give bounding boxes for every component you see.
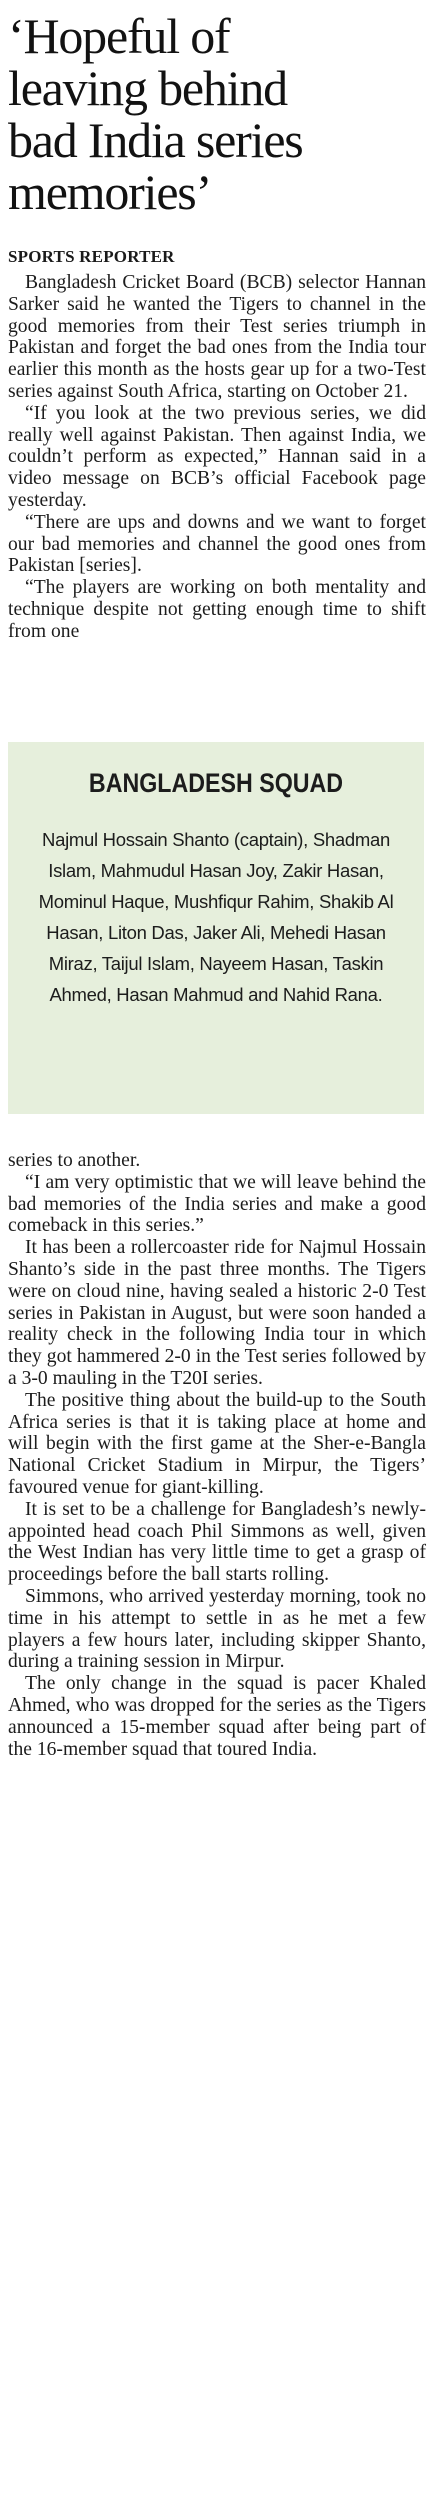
body-paragraph: Simmons, who arrived yesterday morning, took no time in his attempt to settle in as he met a few players a few hours later, including skipper Shanto, during a training session in Mirpur.: [8, 1585, 426, 1673]
body-paragraph-continuation: series to another.: [8, 1150, 141, 1171]
body-paragraph: Bangladesh Cricket Board (BCB) selector Hannan Sarker said he wanted the Tigers to channel in the good memories from their Test series triumph in Pakistan and forget the bad ones from the India tour earlier this month as the hosts gear up for a two-Test series against South Africa, starting on October 21.: [8, 272, 426, 402]
body-paragraph: “I am very optimistic that we will leave behind the bad memories of the India series and make a good comeback in this series.”: [8, 1171, 426, 1237]
body-paragraph: The only change in the squad is pacer Khaled Ahmed, who was dropped for the series as the Tigers announced a 15-member squad after being part of the 16-member squad that toured India.: [8, 1673, 426, 1760]
article-body-part1: [8, 272, 426, 643]
squad-info-box: [8, 742, 424, 1114]
body-paragraph: “If you look at the two previous series, we did really well against Pakistan. Then against India, we couldn’t perform as expected,” Hannan said in a video message on BCB’s official Facebook page yesterday.: [8, 402, 426, 511]
body-paragraph: It has been a rollercoaster ride for Najmul Hossain Shanto’s side in the past three months. The Tigers were on cloud nine, having sealed a historic 2-0 Test series in Pakistan in August, but were soon handed a reality check in the following India tour in which they got hammered 2-0 in the Test series followed by a 3-0 mauling in the T20I series.: [8, 1237, 426, 1389]
squad-members-list: Najmul Hossain Shanto (captain), Shadman Islam, Mahmudul Hasan Joy, Zakir Hasan, Mominul Haque, Mushfiqur Rahim, Shakib Al Hasan, Liton Das, Jaker Ali, Mehedi Hasan Miraz, Taijul Islam, Nayeem Hasan, Taskin Ahmed, Hasan Mahmud and Nahid Rana.: [38, 829, 394, 1005]
article-body-part2: [8, 1150, 426, 1760]
article-headline: ‘Hopeful of leaving behind bad India series memories’: [8, 8, 303, 220]
body-paragraph: The positive thing about the build-up to the South Africa series is that it is taking place at home and will begin with the first game at the Sher-e-Bangla National Cricket Stadium in Mirpur, the Tigers’ favoured venue for giant-killing.: [8, 1389, 426, 1498]
body-paragraph: “There are ups and downs and we want to forget our bad memories and channel the good ones from Pakistan [series].: [8, 511, 426, 577]
article-byline: SPORTS REPORTER: [8, 247, 175, 266]
squad-title: BANGLADESH SQUAD: [88, 768, 344, 798]
body-paragraph: “The players are working on both mentality and technique despite not getting enough time to shift from one: [8, 577, 426, 642]
body-paragraph: It is set to be a challenge for Bangladesh’s newly-appointed head coach Phil Simmons as well, given the West Indian has very little time to get a grasp of proceedings before the ball starts rolling.: [8, 1498, 426, 1586]
